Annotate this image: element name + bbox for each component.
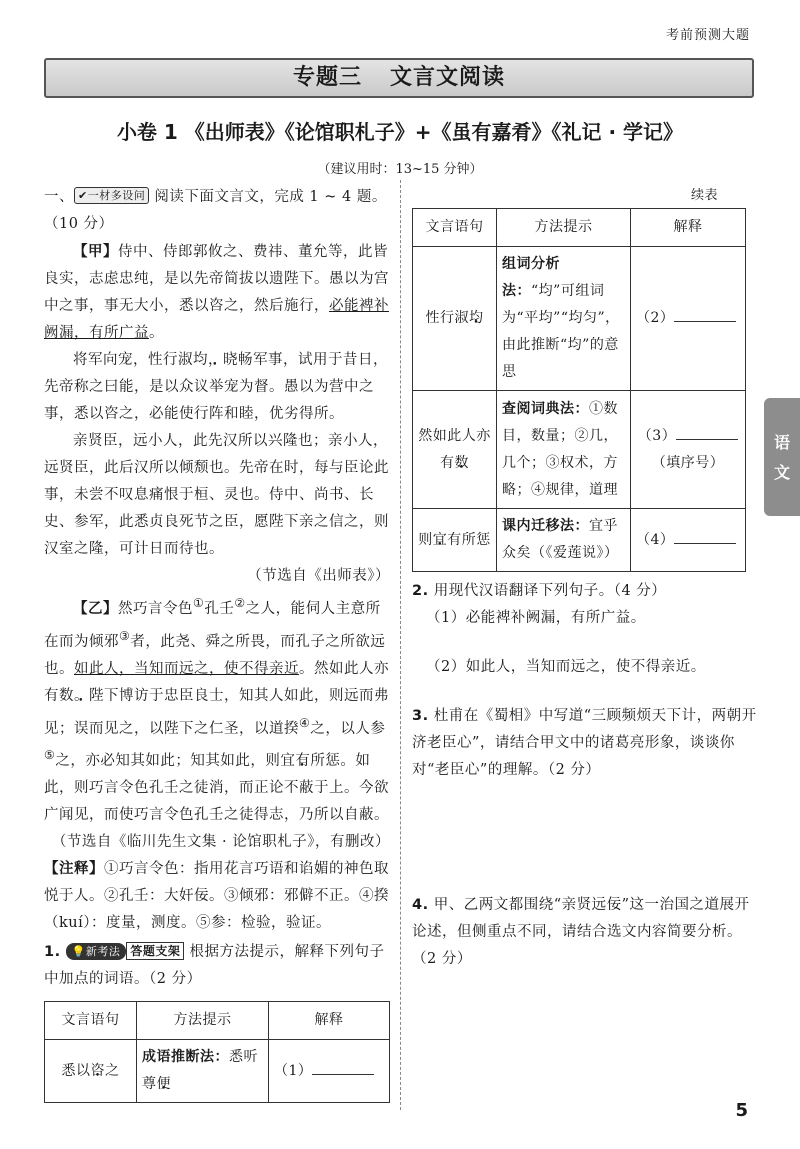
time-hint: （建议用时：13~15 分钟）: [317, 162, 483, 177]
top-label: 考前预测大题: [665, 28, 750, 43]
paper-subtitle: 小卷 1 《出师表》《论馆职札子》+《虽有嘉肴》《礼记 · 学记》: [116, 120, 684, 144]
question-3: 3. 杜甫在《蜀相》中写道“三顾频烦天下计，两朝开济老臣心”，请结合甲文中的诸葛亮形象，谈谈你对“老臣心”的理解。（2 分）: [412, 708, 757, 778]
table-row: 性行淑均 组词分析法：“均”可组词为“平均”“均匀”，由此推断“均”的意思 （2）: [413, 247, 746, 391]
continued-table: [412, 208, 746, 572]
lightbulb-icon: 💡新考法: [66, 943, 127, 960]
banner-right: 文言文阅读: [390, 65, 506, 90]
question-2-sentence-1: （1）必能裨补阙漏，有所广益。: [426, 610, 646, 626]
table-row: 然如此人亦有数 查阅词典法：①数目，数量；②几，几个；③权术，方略；④规律，道理 （3） （填序号）: [413, 391, 746, 509]
question-2-sentence-2: （2）如此人，当知而远之，使不得亲近。: [426, 659, 706, 675]
section-banner: [44, 58, 754, 98]
table-row: 悉以咨之 成语推断法：悉听尊便 （1）: [45, 1040, 390, 1103]
jia-paragraph-3: 亲贤臣，远小人，此先汉所以兴隆也；亲小人，远贤臣，此后汉所以倾颓也。先帝在时，每与臣论此事，未尝不叹息痛恨于桓、灵也。侍中、尚书、长史、参军，此悉贞良死节之臣，愿陛下亲之信之，则汉室之隆，可计日而待也。: [44, 433, 389, 557]
page-number: 5: [735, 1100, 748, 1121]
answer-blank[interactable]: [674, 543, 736, 544]
question-4: 4. 甲、乙两文都围绕“亲贤远佞”这一治国之道展开论述，但侧重点不同，请结合选文内容简要分析。（2 分）: [412, 897, 750, 967]
question-intro: 一、 ✔一材多设问 阅读下面文言文，完成 1 ~ 4 题。 （10 分）: [44, 189, 387, 232]
table-header: 方法提示: [137, 1002, 269, 1040]
answer-blank[interactable]: [676, 439, 738, 440]
banner-left: 专题三: [292, 65, 362, 90]
continued-label: 续表: [690, 188, 718, 203]
subject-side-tab: 语 文: [764, 398, 800, 516]
table-header: 解释: [631, 209, 746, 247]
left-column: [44, 184, 390, 1103]
answer-space[interactable]: [412, 632, 758, 654]
right-column: [412, 184, 758, 973]
table-header: 文言语句: [45, 1002, 137, 1040]
question-1-table: [44, 1001, 390, 1103]
answer-frame-tag: 答题支架: [126, 942, 184, 960]
answer-space[interactable]: [412, 784, 758, 892]
table-header: 文言语句: [413, 209, 497, 247]
table-header: 方法提示: [497, 209, 631, 247]
question-1: 1. 💡新考法 答题支架 根据方法提示，解释下列句子中加点的词语。（2 分）: [44, 944, 385, 988]
check-icon: ✔一材多设问: [74, 187, 149, 204]
yi-paragraph: 【乙】然巧言令色①孔壬②之人，能伺人主意所在而为倾邪③者，此尧、舜之所畏，而孔子之所欲远也。如此人，当知而远之，使不得亲近。然如此人亦有数。陛下博访于忠臣良士，知其人如此，则远而弗见；误而见之，以陛下之仁圣，以道揆④之，以人参⑤之，亦必知其如此；知其如此，则宜有所惩。如此，则巧言令色孔壬之徒消，而正论不蔽于上。今欲广闻见，而使巧言令色孔壬之徒得志，乃所以自蔽。: [44, 596, 389, 824]
question-2: 2. 用现代汉语翻译下列句子。（4 分）: [412, 583, 667, 599]
column-divider: [400, 180, 401, 1110]
notes: 【注释】①巧言令色：指用花言巧语和谄媚的神色取悦于人。②孔壬：大奸佞。③倾邪：邪僻不正。④揆（kuí）：度量，测度。⑤参：检验，验证。: [44, 861, 389, 932]
yi-source: （节选自《临川先生文集 · 论馆职札子》，有删改）: [51, 834, 390, 851]
jia-source: （节选自《出师表》）: [247, 568, 390, 584]
answer-space[interactable]: [412, 681, 758, 703]
table-header: 解释: [269, 1002, 390, 1040]
jia-paragraph-2: 将军向宠，性行淑均，晓畅军事，试用于昔日，先帝称之曰能，是以众议举宠为督。愚以为营中之事，悉以咨之，必能使行阵和睦，优劣得所。: [44, 352, 388, 422]
jia-paragraph-1: 【甲】侍中、侍郎郭攸之、费祎、董允等，此皆良实，志虑忠纯，是以先帝简拔以遗陛下。愚以为宫中之事，事无大小，悉以咨之，然后施行，必能裨补阙漏，有所广益。: [44, 243, 389, 341]
answer-blank[interactable]: [312, 1074, 374, 1075]
table-row: 则宜有所惩 课内迁移法：宜乎众矣（《爱莲说》） （4）: [413, 509, 746, 572]
answer-blank[interactable]: [674, 321, 736, 322]
